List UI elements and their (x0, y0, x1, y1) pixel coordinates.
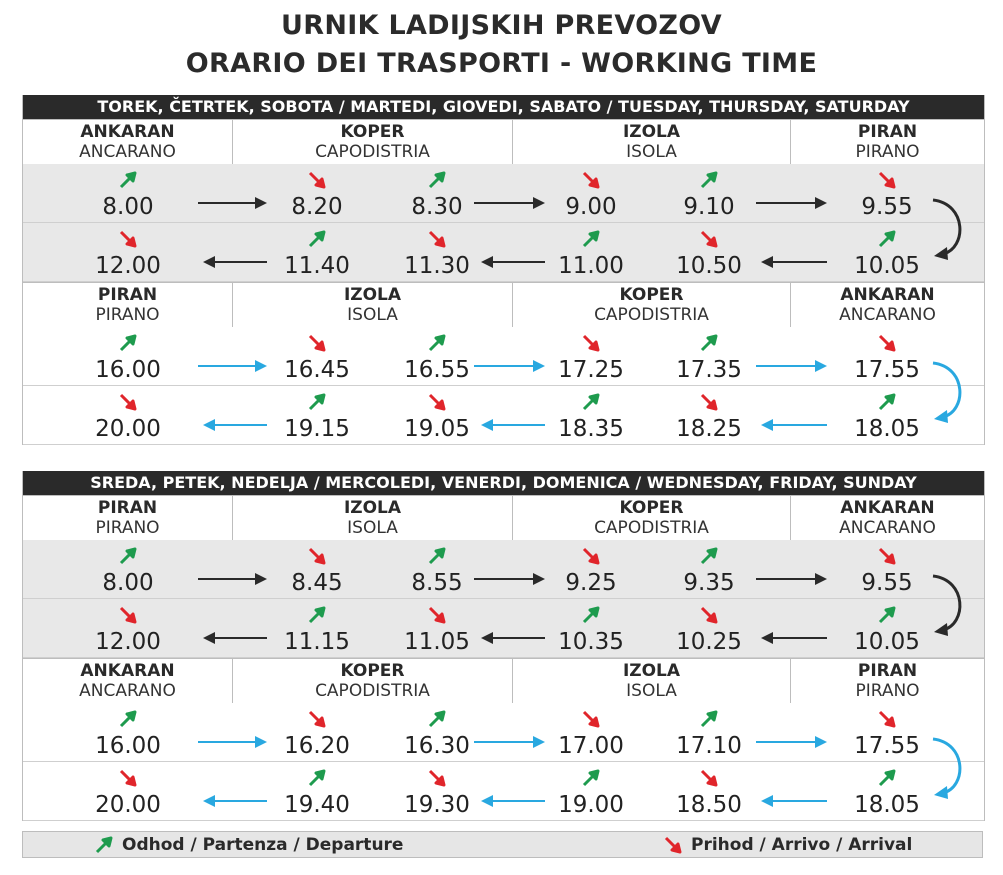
station-header (23, 282, 984, 328)
station-cell (513, 283, 791, 327)
schedule-section (22, 471, 985, 821)
arrival-arrow-icon (427, 768, 447, 788)
arrival-arrow-icon (877, 170, 897, 190)
arrival-arrow-icon (581, 709, 601, 729)
station-cell (791, 496, 984, 540)
station-name: IZOLA (622, 122, 681, 142)
time-value: 11.00 (558, 253, 624, 279)
return-loop-arrow (929, 735, 971, 801)
departure-arrow-icon (94, 835, 114, 855)
time-value: 10.25 (676, 629, 742, 655)
station-name: IZOLA (622, 661, 681, 681)
page-subtitle: ORARIO DEI TRASPORTI - WORKING TIME (185, 48, 818, 79)
station-cell (513, 659, 791, 703)
station-name-italian: CAPODISTRIA (594, 305, 709, 325)
time-value: 18.05 (854, 416, 920, 442)
station-cell (791, 283, 984, 327)
arrival-arrow-icon (877, 546, 897, 566)
departure-arrow-icon (307, 392, 327, 412)
time-value: 8.45 (291, 570, 343, 596)
station-name: ANKARAN (80, 122, 175, 142)
station-name: KOPER (340, 661, 405, 681)
station-name-italian: ISOLA (347, 518, 398, 538)
station-cell (233, 496, 513, 540)
time-value: 17.25 (558, 357, 624, 383)
departure-arrow-icon (118, 333, 138, 353)
arrival-arrow-icon (427, 392, 447, 412)
time-value: 18.35 (558, 416, 624, 442)
station-cell (513, 120, 791, 164)
time-value: 9.55 (861, 570, 913, 596)
connector-arrow-left (761, 414, 827, 436)
connector-arrow-left (761, 251, 827, 273)
time-value: 17.10 (676, 733, 742, 759)
station-name-italian: ANCARANO (79, 142, 176, 162)
arrival-arrow-icon (699, 605, 719, 625)
time-value: 16.00 (95, 357, 161, 383)
station-name-italian: ANCARANO (839, 305, 936, 325)
time-value: 16.55 (404, 357, 470, 383)
time-value: 11.15 (284, 629, 350, 655)
station-name: KOPER (619, 498, 684, 518)
arrival-arrow-icon (118, 229, 138, 249)
connector-arrow-right (756, 192, 827, 214)
arrival-arrow-icon (118, 392, 138, 412)
departure-arrow-icon (427, 546, 447, 566)
connector-arrow-left (481, 790, 545, 812)
time-value: 11.30 (404, 253, 470, 279)
inbound-row (23, 386, 984, 445)
days-bar: SREDA, PETEK, NEDELJA / MERCOLEDI, VENERDI, DOMENICA / WEDNESDAY, FRIDAY, SUNDAY (23, 471, 984, 495)
departure-arrow-icon (877, 229, 897, 249)
departure-arrow-icon (118, 546, 138, 566)
arrival-arrow-icon (699, 229, 719, 249)
time-value: 12.00 (95, 629, 161, 655)
return-loop-arrow (929, 572, 971, 638)
departure-arrow-icon (877, 768, 897, 788)
departure-arrow-icon (581, 392, 601, 412)
station-name: KOPER (340, 122, 405, 142)
time-value: 19.00 (558, 792, 624, 818)
inbound-row (23, 762, 984, 821)
legend-departure: Odhod / Partenza / Departure (122, 835, 404, 855)
page-title: URNIK LADIJSKIH PREVOZOV (281, 10, 722, 41)
station-name-italian: PIRANO (95, 305, 160, 325)
station-name-italian: PIRANO (855, 681, 920, 701)
time-value: 16.00 (95, 733, 161, 759)
outbound-row (23, 164, 984, 223)
connector-arrow-right (474, 568, 545, 590)
arrival-arrow-icon (699, 392, 719, 412)
time-value: 11.40 (284, 253, 350, 279)
station-name-italian: ISOLA (347, 305, 398, 325)
outbound-row (23, 703, 984, 762)
departure-arrow-icon (118, 170, 138, 190)
departure-arrow-icon (427, 709, 447, 729)
station-name: PIRAN (97, 285, 158, 305)
departure-arrow-icon (307, 229, 327, 249)
arrival-arrow-icon (307, 170, 327, 190)
connector-arrow-right (474, 731, 545, 753)
time-value: 17.35 (676, 357, 742, 383)
arrival-arrow-icon (307, 709, 327, 729)
arrival-arrow-icon (307, 546, 327, 566)
time-value: 18.05 (854, 792, 920, 818)
time-value: 11.05 (404, 629, 470, 655)
connector-arrow-right (474, 192, 545, 214)
arrival-arrow-icon (663, 835, 683, 855)
station-cell (791, 120, 984, 164)
departure-arrow-icon (699, 709, 719, 729)
connector-arrow-left (761, 627, 827, 649)
time-value: 9.00 (565, 194, 617, 220)
time-value: 10.35 (558, 629, 624, 655)
station-name: ANKARAN (840, 498, 935, 518)
time-value: 17.55 (854, 733, 920, 759)
connector-arrow-right (198, 568, 267, 590)
connector-arrow-left (203, 251, 267, 273)
connector-arrow-left (481, 414, 545, 436)
arrival-arrow-icon (581, 170, 601, 190)
arrival-arrow-icon (699, 768, 719, 788)
departure-arrow-icon (877, 605, 897, 625)
connector-arrow-right (198, 731, 267, 753)
station-name: KOPER (619, 285, 684, 305)
time-value: 18.25 (676, 416, 742, 442)
outbound-row (23, 540, 984, 599)
inbound-row (23, 223, 984, 282)
connector-arrow-left (203, 414, 267, 436)
departure-arrow-icon (427, 333, 447, 353)
departure-arrow-icon (581, 605, 601, 625)
station-cell (23, 283, 233, 327)
connector-arrow-left (761, 790, 827, 812)
time-value: 12.00 (95, 253, 161, 279)
time-value: 10.50 (676, 253, 742, 279)
station-header (23, 495, 984, 541)
departure-arrow-icon (699, 170, 719, 190)
arrival-arrow-icon (427, 605, 447, 625)
station-cell (233, 659, 513, 703)
time-value: 8.00 (102, 570, 154, 596)
connector-arrow-right (756, 568, 827, 590)
station-cell (513, 496, 791, 540)
days-bar: TOREK, ČETRTEK, SOBOTA / MARTEDI, GIOVEDI, SABATO / TUESDAY, THURSDAY, SATURDAY (23, 95, 984, 119)
station-name-italian: CAPODISTRIA (315, 681, 430, 701)
departure-arrow-icon (307, 605, 327, 625)
station-name: IZOLA (343, 285, 402, 305)
station-cell (233, 283, 513, 327)
time-value: 9.55 (861, 194, 913, 220)
time-value: 16.45 (284, 357, 350, 383)
station-name: PIRAN (857, 661, 918, 681)
time-value: 20.00 (95, 792, 161, 818)
station-cell (23, 120, 233, 164)
connector-arrow-left (203, 627, 267, 649)
departure-arrow-icon (581, 229, 601, 249)
station-name: PIRAN (97, 498, 158, 518)
station-cell (791, 659, 984, 703)
connector-arrow-left (203, 790, 267, 812)
station-name-italian: ISOLA (626, 142, 677, 162)
time-value: 19.30 (404, 792, 470, 818)
time-value: 9.25 (565, 570, 617, 596)
time-value: 18.50 (676, 792, 742, 818)
time-value: 8.20 (291, 194, 343, 220)
station-name-italian: PIRANO (855, 142, 920, 162)
station-name: ANKARAN (840, 285, 935, 305)
time-value: 9.10 (683, 194, 735, 220)
time-value: 20.00 (95, 416, 161, 442)
station-name: ANKARAN (80, 661, 175, 681)
departure-arrow-icon (581, 768, 601, 788)
connector-arrow-right (198, 355, 267, 377)
station-cell (233, 120, 513, 164)
connector-arrow-right (474, 355, 545, 377)
station-cell (23, 496, 233, 540)
time-value: 16.30 (404, 733, 470, 759)
time-value: 17.55 (854, 357, 920, 383)
arrival-arrow-icon (877, 709, 897, 729)
station-header (23, 119, 984, 165)
station-header (23, 658, 984, 704)
arrival-arrow-icon (877, 333, 897, 353)
time-value: 8.55 (411, 570, 463, 596)
station-name-italian: PIRANO (95, 518, 160, 538)
legend (22, 831, 983, 858)
station-name-italian: ISOLA (626, 681, 677, 701)
schedule-section (22, 95, 985, 445)
station-name-italian: CAPODISTRIA (315, 142, 430, 162)
station-name-italian: CAPODISTRIA (594, 518, 709, 538)
arrival-arrow-icon (307, 333, 327, 353)
time-value: 10.05 (854, 253, 920, 279)
connector-arrow-right (756, 355, 827, 377)
station-name: IZOLA (343, 498, 402, 518)
legend-arrival: Prihod / Arrivo / Arrival (691, 835, 913, 855)
time-value: 19.05 (404, 416, 470, 442)
arrival-arrow-icon (118, 768, 138, 788)
return-loop-arrow (929, 196, 971, 262)
connector-arrow-left (481, 627, 545, 649)
arrival-arrow-icon (581, 546, 601, 566)
time-value: 8.30 (411, 194, 463, 220)
time-value: 16.20 (284, 733, 350, 759)
station-cell (23, 659, 233, 703)
connector-arrow-left (481, 251, 545, 273)
arrival-arrow-icon (427, 229, 447, 249)
station-name-italian: ANCARANO (79, 681, 176, 701)
time-value: 9.35 (683, 570, 735, 596)
departure-arrow-icon (699, 546, 719, 566)
return-loop-arrow (929, 359, 971, 425)
departure-arrow-icon (427, 170, 447, 190)
time-value: 10.05 (854, 629, 920, 655)
departure-arrow-icon (118, 709, 138, 729)
station-name-italian: ANCARANO (839, 518, 936, 538)
arrival-arrow-icon (581, 333, 601, 353)
time-value: 19.15 (284, 416, 350, 442)
time-value: 8.00 (102, 194, 154, 220)
station-name: PIRAN (857, 122, 918, 142)
arrival-arrow-icon (118, 605, 138, 625)
departure-arrow-icon (699, 333, 719, 353)
connector-arrow-right (756, 731, 827, 753)
departure-arrow-icon (877, 392, 897, 412)
outbound-row (23, 327, 984, 386)
connector-arrow-right (198, 192, 267, 214)
time-value: 19.40 (284, 792, 350, 818)
inbound-row (23, 599, 984, 658)
departure-arrow-icon (307, 768, 327, 788)
time-value: 17.00 (558, 733, 624, 759)
